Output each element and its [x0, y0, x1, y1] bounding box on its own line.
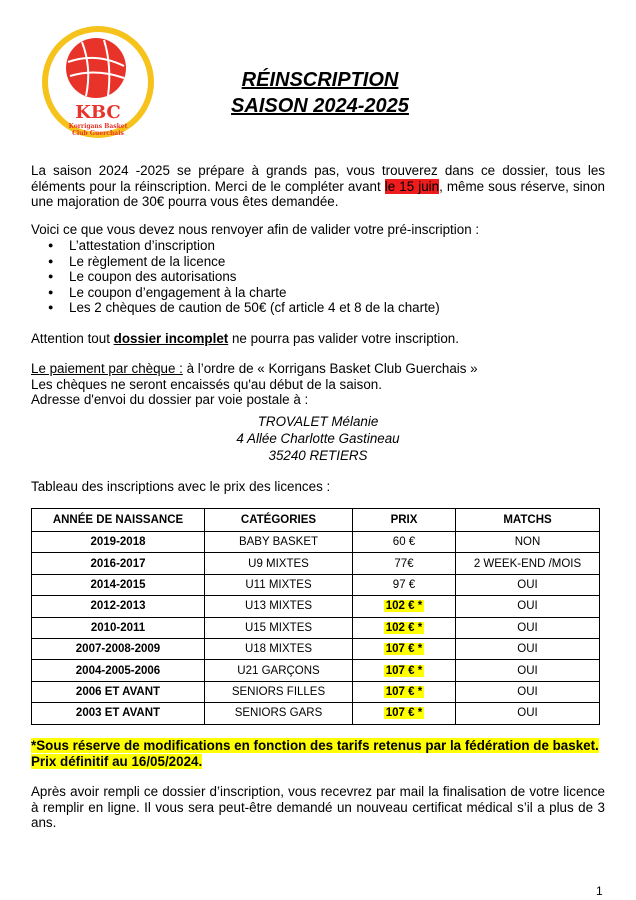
document-title: RÉINSCRIPTION	[241, 69, 399, 91]
header-price: PRIX	[353, 509, 456, 532]
price-highlight: 107 € *	[385, 664, 423, 677]
warning-emphasis: dossier incomplet	[113, 331, 229, 346]
cell-birth-year: 2016-2017	[32, 553, 205, 574]
logo-text: KBC	[75, 102, 121, 123]
cell-price	[353, 596, 456, 617]
address-name: TROVALET Mélanie	[257, 414, 379, 429]
cell-price	[353, 681, 456, 702]
cell-matches: NON	[456, 532, 600, 553]
cell-matches: OUI	[456, 703, 600, 724]
cell-birth-year: 2012-2013	[32, 596, 205, 617]
cell-matches: OUI	[456, 574, 600, 595]
intro-text-before: La saison 2024 -2025 se prépare à grands pas, vous trouverez dans ce dossier, tous les éléments pour la réinscription. Merci de le compléter avant	[31, 163, 605, 194]
table-body	[32, 532, 600, 725]
table-row	[32, 574, 600, 595]
payment-label: Le paiement par chèque :	[31, 361, 183, 376]
cell-price: 77€	[353, 553, 456, 574]
payment-text: à l’ordre de « Korrigans Basket Club Guerchais »	[182, 361, 478, 376]
cell-category: BABY BASKET	[205, 532, 353, 553]
cell-matches: 2 WEEK-END /MOIS	[456, 553, 600, 574]
cell-price: 97 €	[353, 574, 456, 595]
cell-matches: OUI	[456, 596, 600, 617]
price-highlight: 107 € *	[385, 643, 423, 656]
price-highlight: 107 € *	[385, 707, 423, 720]
cell-price	[353, 703, 456, 724]
cell-matches: OUI	[456, 617, 600, 638]
warning-text-after: ne pourra pas valider votre inscription.	[228, 331, 459, 346]
logo-subtitle-2: Club Guerchais	[72, 130, 124, 137]
table-row	[32, 638, 600, 659]
header-birth-year: ANNÉE DE NAISSANCE	[32, 509, 205, 532]
payment-line-2: Les chèques ne seront encaissés qu'au début de la saison.	[31, 376, 382, 392]
payment-section	[31, 361, 605, 408]
requirements-intro: Voici ce que vous devez nous renvoyer afin de valider votre pré-inscription :	[31, 222, 480, 237]
cell-matches: OUI	[456, 660, 600, 681]
cell-birth-year: 2007-2008-2009	[32, 638, 205, 659]
table-row	[32, 681, 600, 702]
warning-text-before: Attention tout	[31, 331, 114, 346]
cell-matches: OUI	[456, 681, 600, 702]
pricing-table	[31, 508, 600, 725]
table-header-row	[32, 509, 600, 532]
table-row	[32, 617, 600, 638]
address-city: 35240 RETIERS	[268, 448, 368, 463]
address-street: 4 Allée Charlotte Gastineau	[236, 431, 400, 446]
list-item: ● Les 2 chèques de caution de 50€ (cf article 4 et 8 de la charte)	[69, 300, 609, 316]
intro-paragraph	[31, 163, 605, 210]
list-item: ● Le coupon d’engagement à la charte	[69, 285, 609, 301]
list-item: ● Le coupon des autorisations	[69, 269, 609, 285]
table-row	[32, 553, 600, 574]
price-highlight: 102 € *	[385, 600, 423, 613]
document-subtitle: SAISON 2024-2025	[231, 95, 409, 117]
header-matches: MATCHS	[456, 509, 600, 532]
cell-category: U11 MIXTES	[205, 574, 353, 595]
table-intro: Tableau des inscriptions avec le prix des licences :	[31, 479, 331, 494]
table-row	[32, 703, 600, 724]
club-logo	[38, 22, 158, 142]
cell-birth-year: 2006 ET AVANT	[32, 681, 205, 702]
cell-price	[353, 660, 456, 681]
price-disclaimer	[31, 738, 605, 770]
cell-birth-year: 2010-2011	[32, 617, 205, 638]
cell-category: SENIORS FILLES	[205, 681, 353, 702]
postal-address	[31, 413, 605, 464]
price-highlight: 107 € *	[385, 685, 423, 698]
header-category: CATÉGORIES	[205, 509, 353, 532]
payment-line-1	[31, 361, 605, 377]
list-item: ● Le règlement de la licence	[69, 254, 609, 270]
payment-line-3: Adresse d'envoi du dossier par voie postale à :	[31, 392, 309, 408]
cell-category: U15 MIXTES	[205, 617, 353, 638]
price-highlight: 102 € *	[385, 621, 423, 634]
disclaimer-text: *Sous réserve de modifications en fonction des tarifs retenus par la fédération de basket. Prix définitif au 16/05/2024.	[31, 738, 599, 769]
cell-birth-year: 2014-2015	[32, 574, 205, 595]
cell-category: U21 GARÇONS	[205, 660, 353, 681]
deadline-highlight: le 15 juin	[384, 178, 440, 194]
cell-category: U18 MIXTES	[205, 638, 353, 659]
list-item: ● L’attestation d’inscription	[69, 238, 609, 254]
cell-price	[353, 617, 456, 638]
cell-matches: OUI	[456, 638, 600, 659]
cell-price	[353, 638, 456, 659]
cell-price: 60 €	[353, 532, 456, 553]
cell-category: U13 MIXTES	[205, 596, 353, 617]
logo-subtitle-1: Korrigans Basket	[68, 123, 128, 130]
table-row	[32, 532, 600, 553]
page-number: 1	[596, 884, 603, 898]
cell-birth-year: 2004-2005-2006	[32, 660, 205, 681]
cell-category: SENIORS GARS	[205, 703, 353, 724]
table-row	[32, 660, 600, 681]
closing-paragraph: Après avoir rempli ce dossier d’inscription, vous recevrez par mail la finalisation de votre licence à remplir en ligne. Il vous sera peut-être demandé un nouveau certificat médical s’il a plus de 3 ans.	[31, 784, 605, 831]
cell-birth-year: 2019-2018	[32, 532, 205, 553]
cell-birth-year: 2003 ET AVANT	[32, 703, 205, 724]
intro-text-after: , même sous réserve, sinon une majoration de 30€ pourra vous êtes demandée.	[31, 178, 605, 210]
requirements-list	[31, 238, 609, 316]
cell-category: U9 MIXTES	[205, 553, 353, 574]
table-row	[32, 596, 600, 617]
incomplete-warning	[31, 331, 605, 347]
